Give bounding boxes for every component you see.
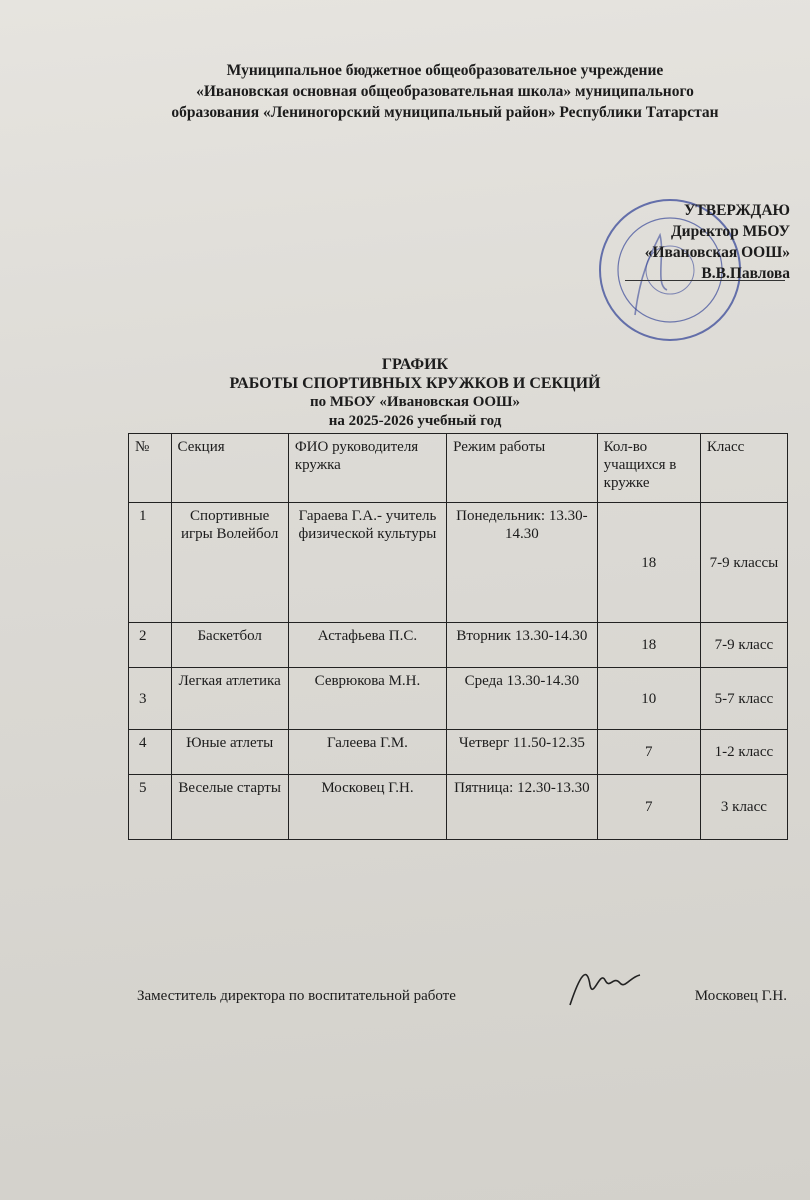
cell-grade: 7-9 классы: [700, 503, 787, 623]
table-header-row: [129, 434, 788, 503]
document-title: [180, 355, 650, 431]
cell-section: Баскетбол: [171, 623, 288, 668]
col-header-leader: ФИО руководителя кружка: [288, 434, 446, 503]
col-header-section: Секция: [171, 434, 288, 503]
table-row: [129, 668, 788, 730]
approval-position: Директор МБОУ: [670, 223, 790, 240]
cell-leader: Астафьева П.С.: [288, 623, 446, 668]
cell-leader: Московец Г.Н.: [288, 775, 446, 840]
cell-section: Веселые старты: [171, 775, 288, 840]
table-row: [129, 730, 788, 775]
table-row: [129, 503, 788, 623]
cell-leader: Галеева Г.М.: [288, 730, 446, 775]
signature-line: [625, 280, 785, 281]
cell-leader: Гараева Г.А.- учитель физической культуры: [288, 503, 446, 623]
title-line-1: ГРАФИК: [381, 356, 449, 373]
cell-grade: 1-2 класс: [700, 730, 787, 775]
title-line-4: на 2025-2026 учебный год: [328, 413, 502, 429]
table-row: [129, 775, 788, 840]
col-header-count: Кол-во учащихся в кружке: [597, 434, 700, 503]
cell-schedule: Вторник 13.30-14.30: [447, 623, 598, 668]
col-header-num: №: [129, 434, 172, 503]
cell-count: 18: [597, 503, 700, 623]
cell-grade: 3 класс: [700, 775, 787, 840]
cell-grade: 5-7 класс: [700, 668, 787, 730]
footer-role: Заместитель директора по воспитательной работе: [137, 988, 456, 1004]
header-line-1: Муниципальное бюджетное общеобразовательное учреждение: [226, 62, 664, 79]
title-line-2: РАБОТЫ СПОРТИВНЫХ КРУЖКОВ И СЕКЦИЙ: [229, 375, 601, 392]
cell-section: Легкая атлетика: [171, 668, 288, 730]
footer-name: Московец Г.Н.: [694, 988, 787, 1004]
schedule-table: [128, 433, 788, 840]
approval-school: «Ивановская ООШ»: [644, 244, 790, 261]
cell-num: 3: [129, 668, 172, 730]
cell-num: 1: [129, 503, 172, 623]
header-line-3: образования «Лениногорский муниципальный район» Республики Татарстан: [171, 104, 719, 121]
approval-word: УТВЕРЖДАЮ: [684, 202, 790, 219]
header-line-2: «Ивановская основная общеобразовательная школа» муниципального: [196, 83, 694, 100]
cell-leader: Севрюкова М.Н.: [288, 668, 446, 730]
cell-grade: 7-9 класс: [700, 623, 787, 668]
title-line-3: по МБОУ «Ивановская ООШ»: [309, 394, 520, 410]
col-header-schedule: Режим работы: [447, 434, 598, 503]
cell-schedule: Понедельник: 13.30-14.30: [447, 503, 598, 623]
cell-section: Юные атлеты: [171, 730, 288, 775]
approval-block: [600, 200, 790, 284]
cell-count: 7: [597, 730, 700, 775]
cell-num: 5: [129, 775, 172, 840]
cell-count: 7: [597, 775, 700, 840]
cell-schedule: Пятница: 12.30-13.30: [447, 775, 598, 840]
col-header-grade: Класс: [700, 434, 787, 503]
school-header: [120, 60, 770, 123]
signature-icon: [565, 955, 645, 1015]
cell-count: 18: [597, 623, 700, 668]
cell-count: 10: [597, 668, 700, 730]
cell-num: 4: [129, 730, 172, 775]
cell-num: 2: [129, 623, 172, 668]
cell-schedule: Среда 13.30-14.30: [447, 668, 598, 730]
table-row: [129, 623, 788, 668]
cell-section: Спортивные игры Волейбол: [171, 503, 288, 623]
cell-schedule: Четверг 11.50-12.35: [447, 730, 598, 775]
approval-name: В.В.Павлова: [701, 265, 790, 282]
